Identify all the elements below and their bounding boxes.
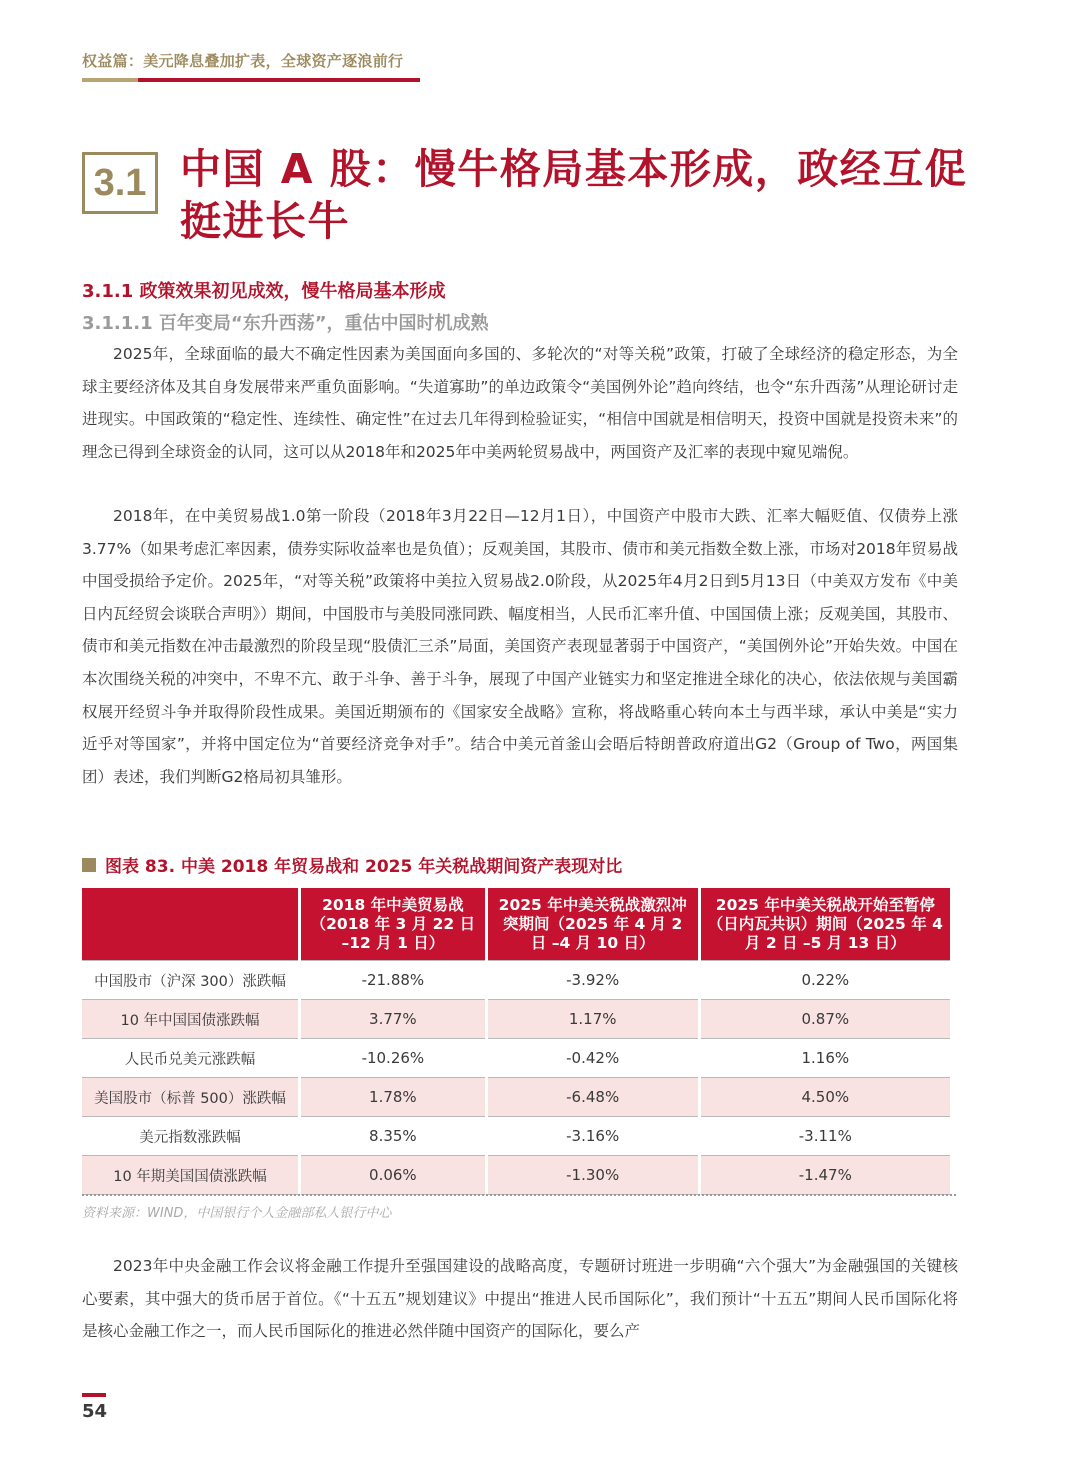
table-cell: 0.87% [701, 1000, 950, 1039]
table-row [82, 1000, 950, 1039]
table-cell: -1.30% [488, 1156, 698, 1195]
table-cell: -21.88% [301, 960, 485, 1000]
table-cell: -3.11% [701, 1117, 950, 1156]
table-row [82, 1117, 950, 1156]
table-row [82, 960, 950, 1000]
table-cell: -0.42% [488, 1039, 698, 1078]
table-row [82, 1039, 950, 1078]
table-header-2025-truce: 2025 年中美关税战开始至暂停（日内瓦共识）期间（2025 年 4 月 2 日 –5 月 13 日） [701, 888, 950, 960]
table-cell: 0.06% [301, 1156, 485, 1195]
table-header-2018: 2018 年中美贸易战（2018 年 3 月 22 日 –12 月 1 日） [301, 888, 485, 960]
page-number: 54 [82, 1401, 108, 1422]
comparison-table [79, 888, 953, 1195]
row-label: 10 年期美国国债涨跌幅 [82, 1156, 298, 1195]
section-title: 中国 A 股：慢牛格局基本形成，政经互促挺进长牛 [180, 145, 968, 245]
row-label: 美国股市（标普 500）涨跌幅 [82, 1078, 298, 1117]
row-label: 人民币兑美元涨跌幅 [82, 1039, 298, 1078]
running-header-text: 权益篇：美元降息叠加扩表，全球资产逐浪前行 [82, 52, 404, 70]
row-label: 美元指数涨跌幅 [82, 1117, 298, 1156]
body-paragraph-1: 2025年，全球面临的最大不确定性因素为美国面向多国的、多轮次的“对等关税”政策，打破了全球经济的稳定形态，为全球主要经济体及其自身发展带来严重负面影响。“失道寡助”的单边政策令“美国例外论”趋向终结，也令“东升西荡”从理论研讨走进现实。中国政策的“稳定性、连续性、确定性”在过去几年得到检验证实，“相信中国就是相信明天，投资中国就是投资未来”的理念已得到全球资金的认同，这可以从2018年和2025年中美两轮贸易战中，两国资产及汇率的表现中窥见端倪。 [82, 345, 958, 461]
page-number-accent [82, 1393, 106, 1397]
running-header-rule [82, 78, 420, 82]
table-cell: 1.78% [301, 1078, 485, 1117]
table-cell: 4.50% [701, 1078, 950, 1117]
table-cell: 0.22% [701, 960, 950, 1000]
section-number: 3.1 [82, 152, 158, 214]
running-header [82, 50, 420, 71]
figure-marker-icon [82, 858, 96, 872]
table-row [82, 1156, 950, 1195]
table-cell: -1.47% [701, 1156, 950, 1195]
table-cell: 1.17% [488, 1000, 698, 1039]
table-header-blank [82, 888, 298, 960]
table-cell: -3.92% [488, 960, 698, 1000]
table-row [82, 1078, 950, 1117]
table-cell: 8.35% [301, 1117, 485, 1156]
table-header-2025-conflict: 2025 年中美关税战激烈冲突期间（2025 年 4 月 2 日 –4 月 10 日） [488, 888, 698, 960]
subsubsection-heading: 3.1.1.1 百年变局“东升西荡”，重估中国时机成熟 [82, 313, 489, 334]
table-cell: -10.26% [301, 1039, 485, 1078]
subsection-heading: 3.1.1 政策效果初见成效，慢牛格局基本形成 [82, 281, 446, 302]
table-cell: -3.16% [488, 1117, 698, 1156]
row-label: 中国股市（沪深 300）涨跌幅 [82, 960, 298, 1000]
body-paragraph-3: 2023年中央金融工作会议将金融工作提升至强国建设的战略高度，专题研讨班进一步明确“六个强大”为金融强国的关键核心要素，其中强大的货币居于首位。《“十五五”规划建议》中提出“推进人民币国际化”，我们预计“十五五”期间人民币国际化将是核心金融工作之一，而人民币国际化的推进必然伴随中国资产的国际化，要么产 [82, 1257, 958, 1341]
figure-title-text: 图表 83. 中美 2018 年贸易战和 2025 年关税战期间资产表现对比 [105, 857, 623, 877]
table-cell: 1.16% [701, 1039, 950, 1078]
body-paragraph-2: 2018年，在中美贸易战1.0第一阶段（2018年3月22日—12月1日），中国资产中股市大跌、汇率大幅贬值、仅债券上涨3.77%（如果考虑汇率因素，债券实际收益率也是负值）；反观美国，其股市、债市和美元指数全数上涨，市场对2018年贸易战中国受损给予定价。2025年，“对等关税”政策将中美拉入贸易战2.0阶段，从2025年4月2日到5月13日（中美双方发布《中美日内瓦经贸会谈联合声明》）期间，中国股市与美股同涨同跌、幅度相当，人民币汇率升值、中国国债上涨；反观美国，其股市、债市和美元指数在冲击最激烈的阶段呈现“股债汇三杀”局面，美国资产表现显著弱于中国资产，“美国例外论”开始失效。中国在本次围绕关税的冲突中，不卑不亢、敢于斗争、善于斗争，展现了中国产业链实力和坚定推进全球化的决心，依法依规与美国霸权展开经贸斗争并取得阶段性成果。美国近期颁布的《国家安全战略》宣称，将战略重心转向本土与西半球，承认中美是“实力近乎对等国家”，并将中国定位为“首要经济竞争对手”。结合中美元首釜山会晤后特朗普政府道出G2（Group of Two，两国集团）表述，我们判断G2格局初具雏形。 [82, 507, 958, 786]
table-bottom-divider [82, 1194, 956, 1196]
row-label: 10 年中国国债涨跌幅 [82, 1000, 298, 1039]
table-source-note: 资料来源：WIND，中国银行个人金融部私人银行中心 [82, 1206, 392, 1221]
table-cell: -6.48% [488, 1078, 698, 1117]
table-cell: 3.77% [301, 1000, 485, 1039]
table-header-row [82, 888, 950, 960]
figure-title [82, 852, 622, 877]
